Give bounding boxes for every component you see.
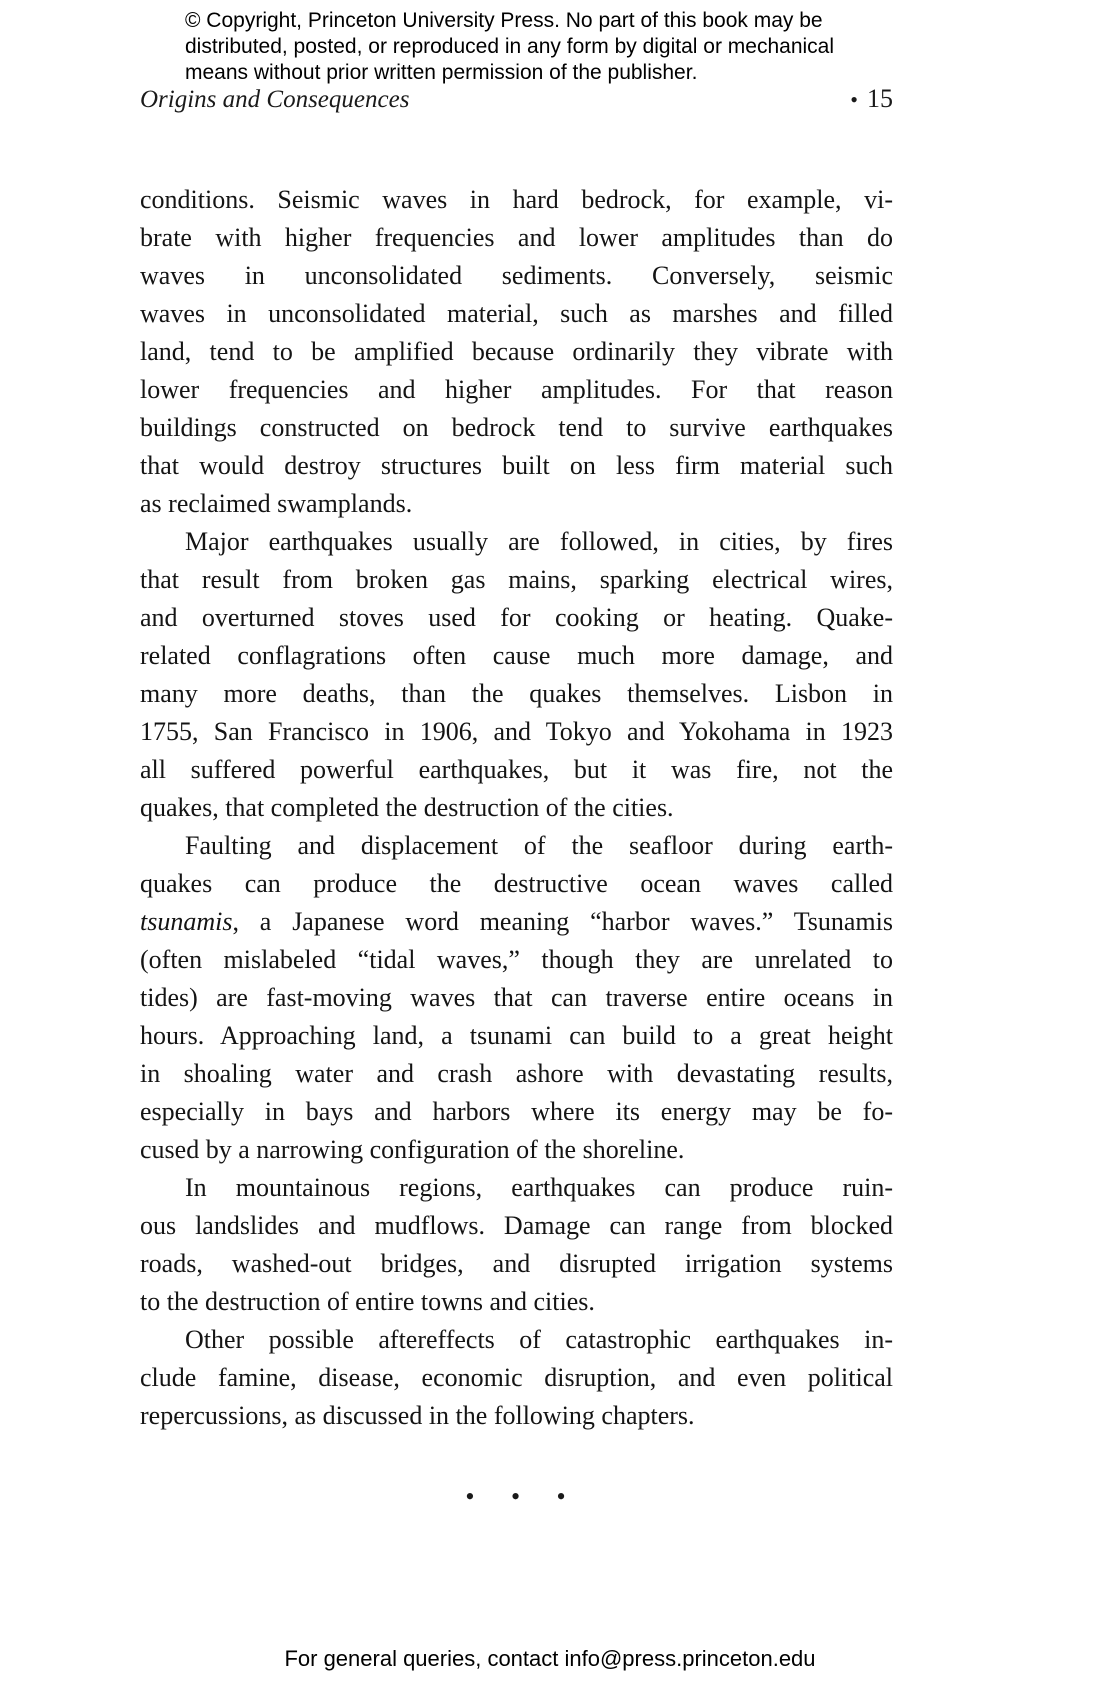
- text-line: [140, 941, 893, 979]
- text-segment: that result from broken gas mains, sparking electrical wires,: [140, 565, 893, 594]
- text-segment: hours. Approaching land, a tsunami can build to a great height: [140, 1021, 893, 1050]
- body-text: [140, 181, 893, 1435]
- text-segment: In mountainous regions, earthquakes can produce ruin-: [185, 1173, 893, 1202]
- text-line: [140, 1093, 893, 1131]
- text-segment: in shoaling water and crash ashore with devastating results,: [140, 1059, 893, 1088]
- footer-contact: For general queries, contact info@press.princeton.edu: [284, 1646, 816, 1671]
- text-segment: lower frequencies and higher amplitudes. For that reason: [140, 375, 893, 404]
- separator-dots: • • •: [465, 1482, 568, 1511]
- text-segment: Faulting and displacement of the seafloor during earth-: [185, 831, 893, 860]
- text-line: [140, 751, 893, 789]
- text-line: [140, 371, 893, 409]
- text-line: [140, 1131, 893, 1169]
- text-line: [140, 409, 893, 447]
- text-line: [140, 1321, 893, 1359]
- text-segment: land, tend to be amplified because ordinarily they vibrate with: [140, 337, 893, 366]
- text-segment: brate with higher frequencies and lower amplitudes than do: [140, 223, 893, 252]
- text-segment: tides) are fast-moving waves that can traverse entire oceans in: [140, 983, 893, 1012]
- text-line: [140, 181, 893, 219]
- text-segment: as reclaimed swamplands.: [140, 489, 413, 518]
- text-segment: Major earthquakes usually are followed, in cities, by fires: [185, 527, 893, 556]
- text-segment: waves in unconsolidated sediments. Conversely, seismic: [140, 261, 893, 290]
- copyright-line: © Copyright, Princeton University Press. No part of this book may be: [185, 9, 823, 32]
- bullet-icon: •: [850, 87, 858, 112]
- text-segment: buildings constructed on bedrock tend to survive earthquakes: [140, 413, 893, 442]
- text-segment: many more deaths, than the quakes themselves. Lisbon in: [140, 679, 893, 708]
- text-line: [140, 1245, 893, 1283]
- text-segment: clude famine, disease, economic disruption, and even political: [140, 1363, 893, 1392]
- text-segment: roads, washed-out bridges, and disrupted irrigation systems: [140, 1249, 893, 1278]
- text-segment: 1755, San Francisco in 1906, and Tokyo and Yokohama in 1923: [140, 717, 893, 746]
- page-number: [850, 84, 893, 114]
- text-segment: quakes, that completed the destruction of the cities.: [140, 793, 674, 822]
- running-head-title: Origins and Consequences: [140, 86, 410, 113]
- italic-term: tsunamis: [140, 907, 233, 936]
- text-line: [140, 865, 893, 903]
- text-segment: ous landslides and mudflows. Damage can range from blocked: [140, 1211, 893, 1240]
- text-segment: Other possible aftereffects of catastrophic earthquakes in-: [185, 1325, 893, 1354]
- text-segment: quakes can produce the destructive ocean waves called: [140, 869, 893, 898]
- copyright-notice: [185, 8, 834, 86]
- text-line: [140, 333, 893, 371]
- text-line: [140, 1207, 893, 1245]
- text-segment: , a Japanese word meaning “harbor waves.” Tsunamis: [232, 907, 893, 936]
- text-segment: that would destroy structures built on less firm material such: [140, 451, 893, 480]
- text-line: [140, 637, 893, 675]
- text-line: [140, 447, 893, 485]
- text-line: [140, 1283, 893, 1321]
- text-line: [140, 1397, 893, 1435]
- text-line: [140, 789, 893, 827]
- text-line: [140, 1169, 893, 1207]
- copyright-line: means without prior written permission of the publisher.: [185, 61, 698, 84]
- text-line: [140, 713, 893, 751]
- text-line: [140, 523, 893, 561]
- text-segment: repercussions, as discussed in the following chapters.: [140, 1401, 695, 1430]
- section-separator: [140, 1482, 893, 1512]
- text-segment: (often mislabeled “tidal waves,” though they are unrelated to: [140, 945, 893, 974]
- text-line: [140, 561, 893, 599]
- text-line: [140, 827, 893, 865]
- running-head: [140, 84, 893, 114]
- text-line: [140, 979, 893, 1017]
- text-segment: and overturned stoves used for cooking or heating. Quake-: [140, 603, 893, 632]
- text-line: [140, 1055, 893, 1093]
- text-line: [140, 599, 893, 637]
- text-line: [140, 1359, 893, 1397]
- text-line: [140, 903, 893, 941]
- text-line: [140, 1017, 893, 1055]
- text-segment: related conflagrations often cause much more damage, and: [140, 641, 893, 670]
- text-line: [140, 257, 893, 295]
- text-line: [140, 295, 893, 333]
- text-segment: to the destruction of entire towns and cities.: [140, 1287, 595, 1316]
- copyright-line: distributed, posted, or reproduced in any form by digital or mechanical: [185, 35, 835, 58]
- text-segment: all suffered powerful earthquakes, but it was fire, not the: [140, 755, 893, 784]
- page-number-value: 15: [867, 84, 893, 113]
- text-segment: cused by a narrowing configuration of the shoreline.: [140, 1135, 685, 1164]
- text-segment: conditions. Seismic waves in hard bedrock, for example, vi-: [140, 185, 893, 214]
- text-line: [140, 485, 893, 523]
- text-line: [140, 675, 893, 713]
- text-segment: especially in bays and harbors where its energy may be fo-: [140, 1097, 893, 1126]
- text-segment: waves in unconsolidated material, such as marshes and filled: [140, 299, 893, 328]
- text-line: [140, 219, 893, 257]
